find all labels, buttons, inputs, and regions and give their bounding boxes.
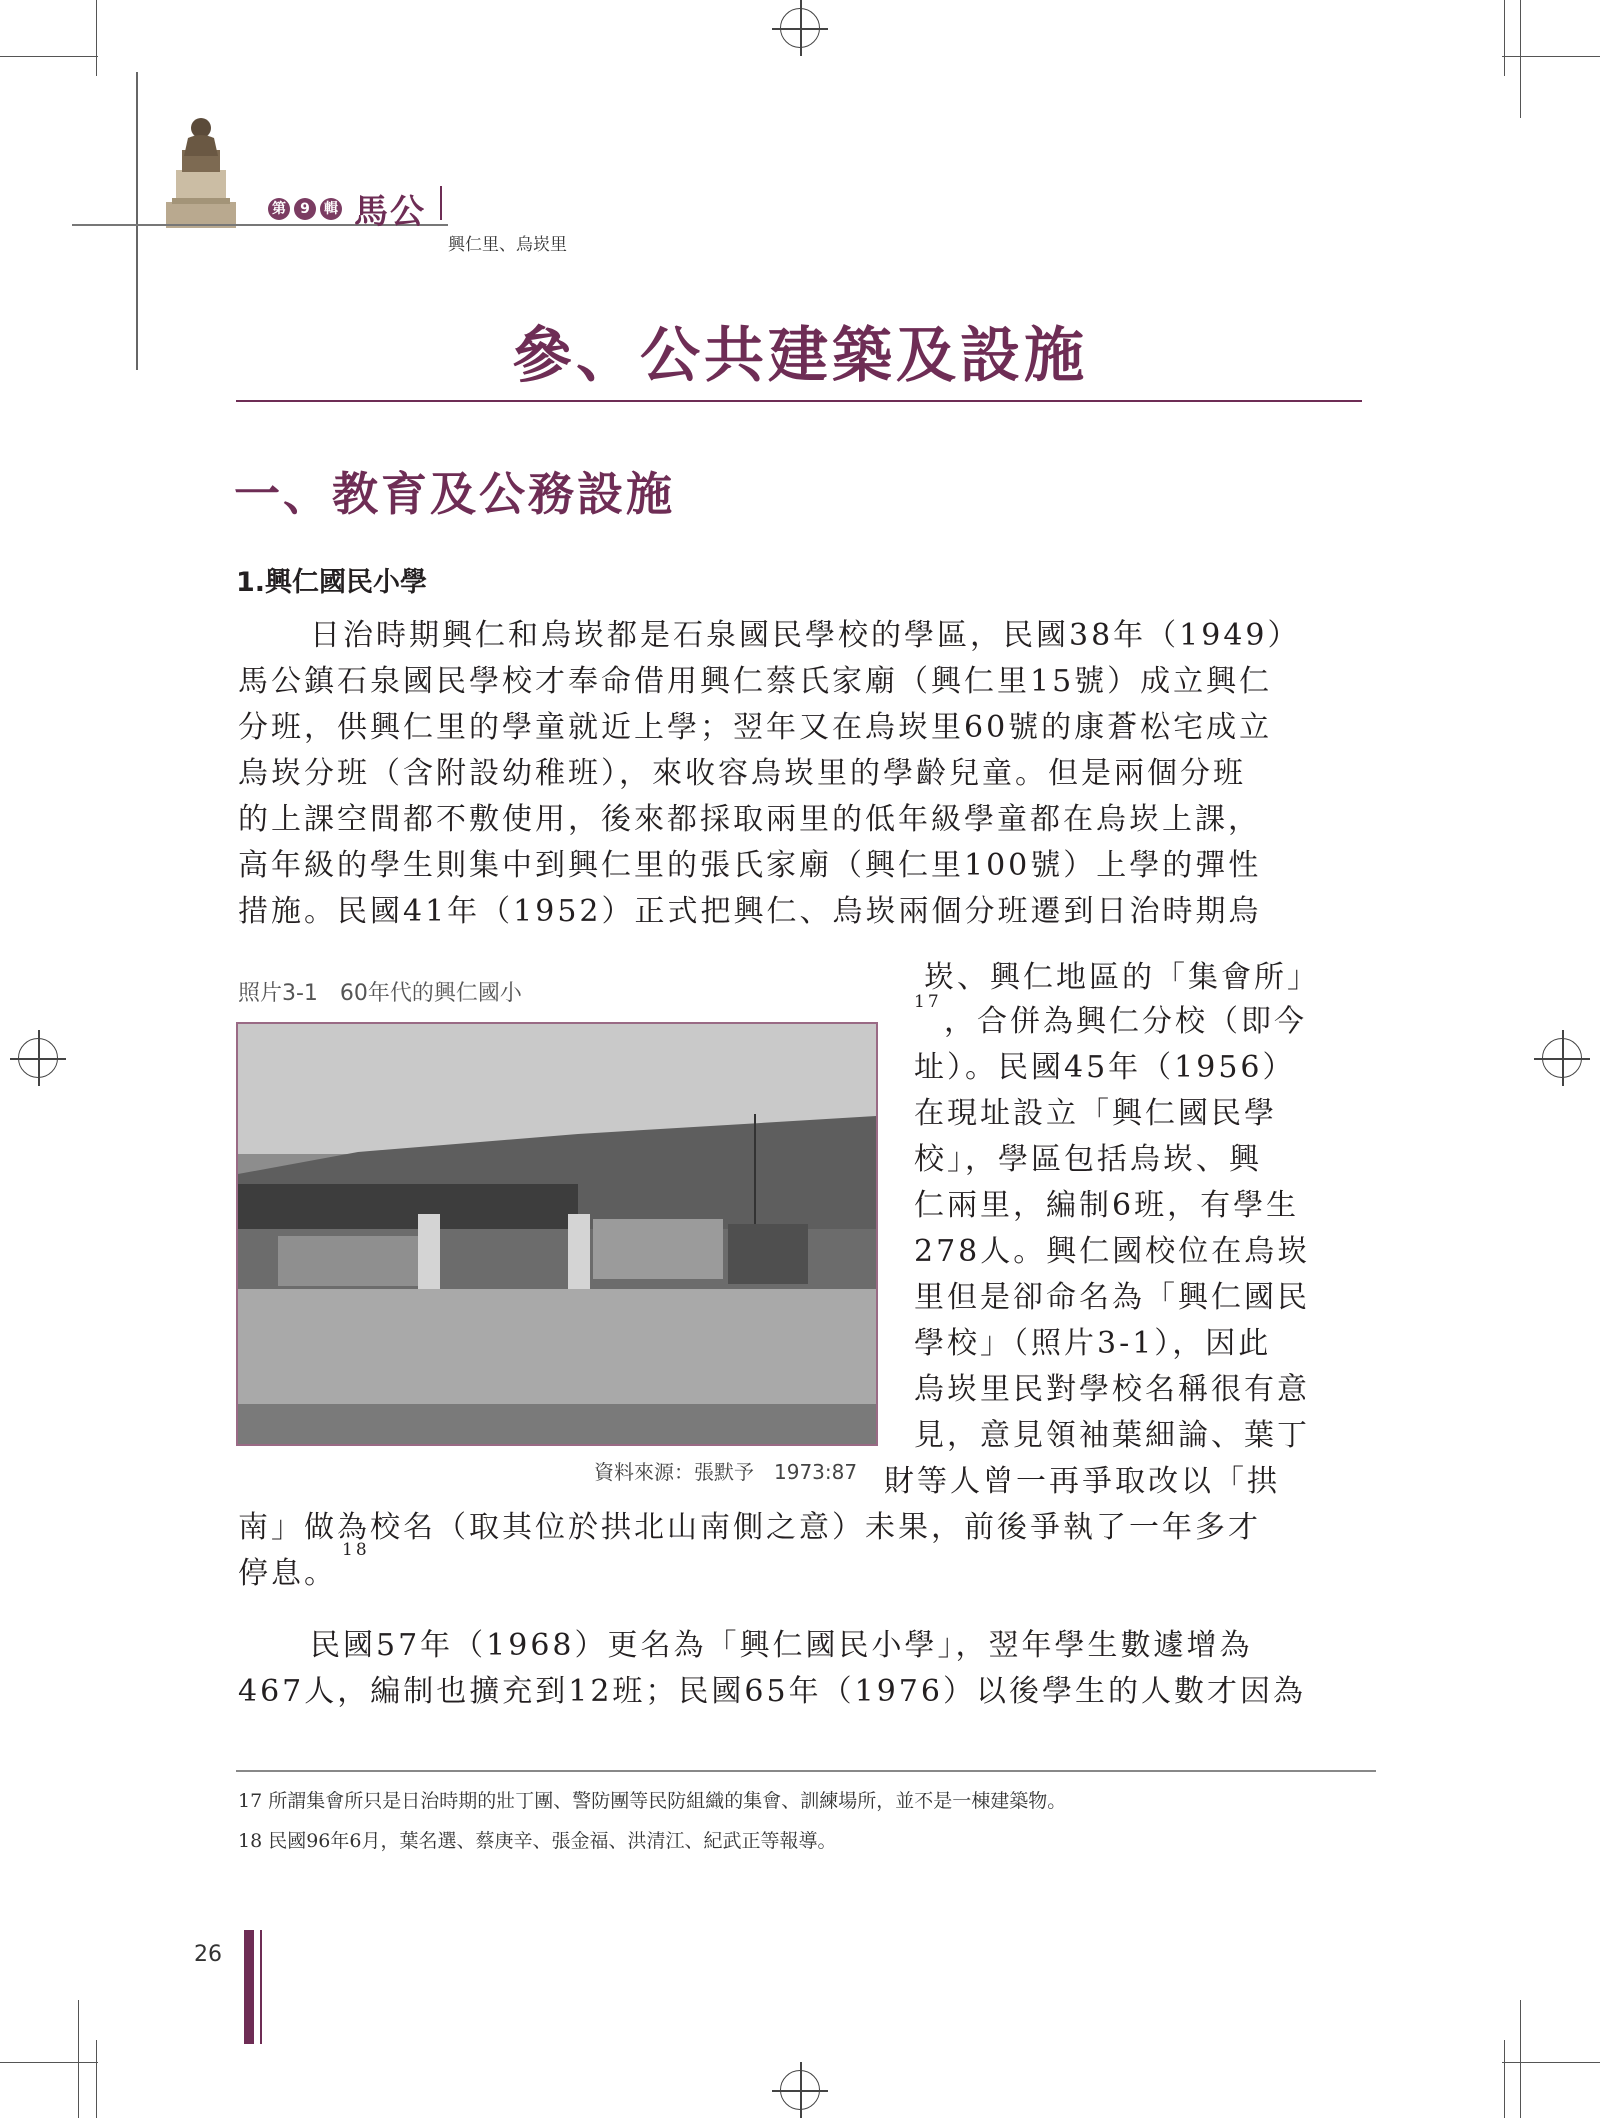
body-line: 在現址設立「興仁國民學 bbox=[914, 1096, 1277, 1131]
volume-badge-2: 9 bbox=[294, 198, 316, 220]
crop-mark-bl-h bbox=[0, 2062, 98, 2063]
crop-mark-tl-v bbox=[96, 0, 97, 76]
registration-bottom-icon bbox=[772, 2062, 828, 2118]
body-line: 停息。 bbox=[238, 1556, 337, 1591]
body-line: 分班，供興仁里的學童就近上學；翌年又在烏崁里60號的康蒼松宅成立 bbox=[238, 710, 1273, 745]
footnote-rule bbox=[236, 1770, 1376, 1772]
volume-badge-1: 第 bbox=[268, 198, 290, 220]
subsection-heading: 1.興仁國民小學 bbox=[236, 567, 428, 598]
volume-badge-3: 輯 bbox=[320, 198, 342, 220]
footnote: 18 民國96年6月，葉名選、蔡庚辛、張金福、洪清江、紀武正等報導。 bbox=[238, 1830, 837, 1852]
brand-title: 馬公 bbox=[354, 192, 426, 232]
crop-mark-tr-v bbox=[1504, 0, 1505, 76]
body-line: 日治時期興仁和烏崁都是石泉國民學校的學區，民國38年（1949） bbox=[310, 618, 1301, 653]
body-line: 措施。民國41年（1952）正式把興仁、烏崁兩個分班遷到日治時期烏 bbox=[238, 894, 1262, 929]
crop-mark-bl-v bbox=[96, 2040, 97, 2118]
body-line: 278人。興仁國校位在烏崁 bbox=[914, 1234, 1311, 1269]
body-line: 烏崁里民對學校名稱很有意 bbox=[914, 1372, 1310, 1407]
body-line: 校」，學區包括烏崁、興 bbox=[914, 1142, 1262, 1177]
photo-caption: 照片3-1 60年代的興仁國小 bbox=[238, 981, 522, 1006]
body-line: 財等人曾一再爭取改以「拱 bbox=[884, 1464, 1280, 1499]
body-line: 仁兩里，編制6班，有學生 bbox=[914, 1188, 1300, 1223]
crop-mark-br-h bbox=[1502, 2062, 1600, 2063]
footnote-ref-17: 17 bbox=[914, 992, 942, 1012]
crop-mark-tr-inner bbox=[1520, 0, 1521, 118]
footnote-ref-18: 18 bbox=[342, 1540, 370, 1560]
crop-mark-br-v bbox=[1504, 2040, 1505, 2118]
body-line: 學校」（照片3-1），因此 bbox=[914, 1326, 1272, 1361]
crop-mark-tr-h bbox=[1502, 56, 1600, 57]
body-line: ，合併為興仁分校（即今 bbox=[944, 1004, 1307, 1039]
school-photo bbox=[236, 1022, 878, 1446]
body-line: 馬公鎮石泉國民學校才奉命借用興仁蔡氏家廟（興仁里15號）成立興仁 bbox=[238, 664, 1273, 699]
header-subtitle: 興仁里、烏崁里 bbox=[448, 235, 567, 255]
section-heading: 一、教育及公務設施 bbox=[234, 467, 675, 521]
body-line: 高年級的學生則集中到興仁里的張氏家廟（興仁里100號）上學的彈性 bbox=[238, 848, 1262, 883]
title-rule bbox=[236, 400, 1362, 402]
body-line: 址）。民國45年（1956） bbox=[914, 1050, 1296, 1085]
body-line: 崁、興仁地區的「集會所」 bbox=[924, 960, 1320, 995]
registration-top-icon bbox=[772, 0, 828, 56]
crop-mark-tl-h bbox=[0, 56, 98, 57]
registration-right-icon bbox=[1534, 1030, 1590, 1086]
body-line: 烏崁分班（含附設幼稚班），來收容烏崁里的學齡兒童。但是兩個分班 bbox=[238, 756, 1246, 791]
page-bar-thin bbox=[260, 1930, 262, 2044]
photo-source: 資料來源：張默予 1973:87 bbox=[594, 1460, 858, 1484]
crop-mark-br-inner bbox=[1520, 2000, 1521, 2118]
body-line: 見，意見領袖葉細論、葉丁 bbox=[914, 1418, 1310, 1453]
body-line: 467人，編制也擴充到12班；民國65年（1976）以後學生的人數才因為 bbox=[238, 1674, 1306, 1709]
body-line: 南」做為校名（取其位於拱北山南側之意）未果，前後爭執了一年多才 bbox=[238, 1510, 1261, 1545]
crop-mark-bl-inner bbox=[78, 2000, 79, 2118]
brand-divider bbox=[440, 186, 442, 220]
page-number: 26 bbox=[194, 1942, 222, 1967]
body-line: 的上課空間都不敷使用，後來都採取兩里的低年級學童都在烏崁上課， bbox=[238, 802, 1261, 837]
body-line: 民國57年（1968）更名為「興仁國民小學」，翌年學生數遽增為 bbox=[310, 1628, 1253, 1663]
page-bar bbox=[244, 1930, 254, 2044]
page-title: 參、公共建築及設施 bbox=[512, 321, 1088, 391]
footnote: 17 所謂集會所只是日治時期的壯丁團、警防團等民防組織的集會、訓練場所，並不是一棟建築物。 bbox=[238, 1790, 1067, 1812]
registration-left-icon bbox=[10, 1030, 66, 1086]
statue-logo-icon bbox=[152, 106, 250, 228]
body-line: 里但是卻命名為「興仁國民 bbox=[914, 1280, 1310, 1315]
